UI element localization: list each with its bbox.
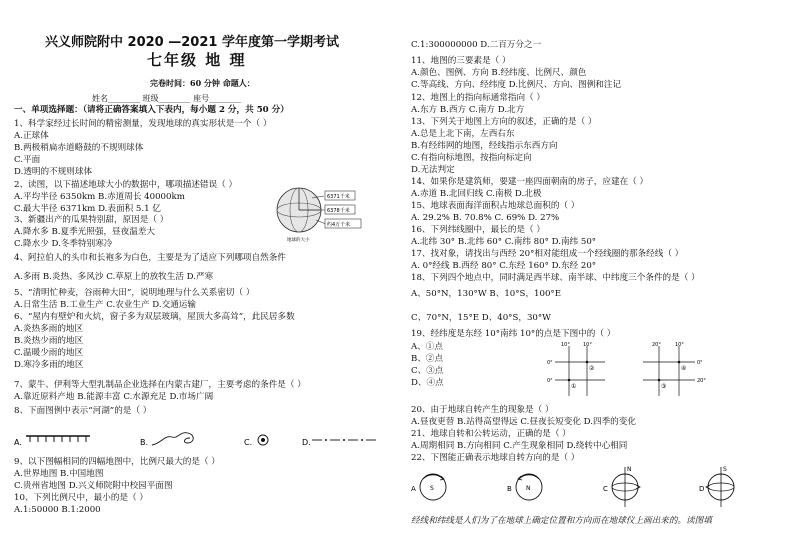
exam-meta: 完卷时间：60 分钟 命题人： [150,78,255,88]
right-line-18: 17、找对象，请找出与西经 20°相对能组成一个经线圈的那条经线（ ） [411,249,684,259]
left-line-13: A.多雨 B.炎热、多风沙 C.草原上的放牧生活 D.严寒 [14,272,214,282]
rotation-option-a [411,474,446,500]
grid-label-1: 10° [561,342,570,348]
right-line-11: D.无法判定 [411,165,455,175]
lat-lon-grid-figure [547,340,787,400]
pole-label-b: N [526,485,531,492]
right-line-6: A.东方 B.西方 C.南方 D.北方 [411,105,525,115]
left-line-17: A.炎热多雨的地区 [14,324,84,334]
earth-label-polar-radius: 6371千米 [327,194,350,200]
right-line-17: A.北纬 30° B.北纬 60° C.南纬 80° D.南纬 50° [411,237,597,247]
boundary-symbol [312,439,376,441]
right-line-27: D、④点 [411,378,444,388]
left-line-22: A.靠近原料产地 B.能源丰富 C.水源充足 D.市场广阔 [14,392,214,402]
left-line-19: C.温暖少雨的地区 [14,348,84,358]
grid-label-7: 0° [697,360,703,366]
legend-options [12,425,392,455]
left-line-27: 10、下列比例尺中，最小的是（ ） [14,493,148,503]
left-line-2: A.正球体 [14,131,49,141]
grid-label-4: 0° [547,378,553,384]
railway-symbol [26,436,90,442]
legend-option-a: A. [14,438,22,447]
earth-label-circumference: 约4万千米 [327,222,351,228]
right-line-20: 18、下列四个地点中，同时满足西半球、南半球、中纬度三个条件的是（ ） [411,273,700,283]
grid-label-8: 20° [697,378,706,384]
point-3: ③ [661,383,667,390]
legend-option-b: B. [140,438,149,447]
right-line-16: 16、下列纬线圈中，最长的是（ ） [411,225,545,235]
student-info-line: 姓名________ 班级________ 座号________ [92,94,242,103]
pole-label-a: S [430,485,434,492]
point-1: ① [571,383,577,390]
river-lake-symbol [152,433,193,445]
left-line-15: A.日常生活 B.工业生产 C.农业生产 D.交通运输 [14,300,196,310]
left-line-14: 5、“清明忙种麦，谷雨种大田”，说明地理与什么关系密切（ ） [14,288,255,298]
right-line-15: A. 29.2% B. 70.8% C. 69% D. 27% [411,213,560,223]
right-line-21: A、50°N，130°W B、10°S，100°E [411,289,562,299]
svg-text:A: A [411,485,416,493]
earth-size-figure [272,182,364,244]
legend-option-d: D. [302,438,311,447]
right-line-9: B.有经纬网的地图，经线指示东西方向 [411,141,558,151]
left-line-24: 9、以下图幅相同的四幅地图中，比例尺最大的是（ ） [14,457,220,467]
left-line-28: A.1:50000 B.1:2000 [14,505,101,515]
svg-text:B: B [507,485,512,493]
right-line-1: C.1:300000000 D.二百万分之一 [411,40,542,50]
left-line-10: A.降水多 B.夏季光照强，昼夜温差大 [14,227,156,237]
right-line-31: A.周期相同 B.方向相同 C.产生现象相同 D.绕转中心相同 [411,441,628,451]
right-line-13: A.赤道 B.北回归线 C.南极 D.北极 [411,189,542,199]
right-line-23: 19、经纬度是东经 10°南纬 10°的点是下图中的（ ） [411,329,616,339]
rotation-option-b [507,474,542,500]
earth-label-equator-radius: 6378千米 [327,208,350,214]
rotation-option-c [603,466,640,507]
left-line-20: D.寒冷多雨的地区 [14,360,84,370]
left-line-16: 6、“屋内有壁炉和火炕，窗子多为双层玻璃，屋顶大多高耸”，此民居多数 [14,312,295,322]
exam-title: 兴义师院附中 2020 —2021 学年度第一学期考试 [45,35,339,50]
pole-label-d: S [723,466,727,473]
city-symbol [258,435,268,445]
grid-label-2: 10° [583,342,592,348]
right-line-14: 15、地球表面海洋面积占地球总面积的（ ） [411,201,580,211]
right-line-10: C.有指向标地图，按指向标定向 [411,153,532,163]
svg-text:D: D [699,485,705,493]
right-line-30: 21、地球自转和公转运动，正确的是（ ） [411,429,571,439]
legend-option-c: C. [244,438,253,447]
left-line-3: B.两极稍扁赤道略鼓的不规则球体 [14,143,144,153]
right-line-29: A.昼夜更替 B.站得高望得远 C.昼夜长短变化 D.四季的变化 [411,417,636,427]
point-4: ④ [681,365,687,372]
right-line-8: A.总是上北下南，左西右东 [411,129,515,139]
left-line-26: C.贵州省地图 D.兴义师院附中校园平面图 [14,481,173,491]
right-line-33: 经线和纬线是人们为了在地球上确定位置和方向而在地球仪上画出来的。读图填 [411,516,712,526]
right-line-24: A、①点 [411,342,443,352]
left-line-12: 4、阿拉伯人的头巾和长袍多为白色，主要是为了适应下列哪项自然条件 [14,253,286,263]
right-line-26: C、③点 [411,366,444,376]
left-line-9: 3、新疆出产的瓜果特别甜，原因是（ ） [14,215,169,225]
grid-label-3: 0° [547,360,553,366]
right-line-12: 14、如果你是建筑师，要建一座四面朝南的房子，应建在（ ） [411,177,649,187]
right-line-5: 12、地图上的指向标通常指向（ ） [411,93,545,103]
left-line-6: 2、读图，以下描述地球大小的数据中，哪项描述错误（ ） [14,180,238,190]
earth-figure-caption: 地球的大小 [287,238,310,243]
right-line-4: C.等高线、方向、经纬度 D.比例尺、方向、图例和注记 [411,80,622,90]
svg-text:C: C [603,485,608,493]
left-line-4: C.平面 [14,155,41,165]
left-line-18: B.炎热少雨的地区 [14,336,84,346]
pole-label-c: N [627,466,632,473]
right-line-22: C、70°N，15°E D、40°S，30°W [411,313,552,323]
point-2: ② [589,365,595,372]
right-line-7: 13、下列关于地图上方向的叙述，正确的是（ ） [411,117,597,127]
right-line-32: 22、下图能正确表示地球自转方向的是（ ） [411,453,580,463]
exam-subtitle: 七年级 地 理 [147,51,247,69]
grid-right [643,342,706,396]
left-line-1: 1、科学家经过长时间的精密测量，发现地球的真实形状是一个（ ） [14,119,272,129]
left-line-21: 7、蒙牛、伊利等大型乳制品企业选择在内蒙古建厂，主要考虑的条件是（ ） [14,380,306,390]
right-line-28: 20、由于地球自转产生的现象是（ ） [411,405,554,415]
left-line-5: D.透明的不规则球体 [14,167,93,177]
left-line-7: A.平均半径 6350km B.赤道周长 40000km [14,192,185,202]
right-line-2: 11、地图的三要素是（ ） [411,56,511,66]
rotation-options [407,465,787,509]
rotation-option-d [699,466,734,507]
left-line-8: C.最大半径 6371km D.表面积 5.1 亿 [14,204,161,214]
right-line-3: A.颜色、图例、方向 B.经纬度、比例尺、颜色 [411,68,587,78]
grid-label-6: 10° [675,342,684,348]
section-heading: 一、单项选择题：（请将正确答案填入下表内，每小题 2 分，共 50 分） [14,105,289,115]
right-line-25: B、②点 [411,354,444,364]
right-line-19: A. 0°经线 B.西经 80° C.东经 160° D.东经 20° [411,261,597,271]
grid-left [547,342,605,396]
grid-label-5: 20° [652,342,661,348]
left-line-23: 8、下面图例中表示“河湖”的是（ ） [14,406,152,416]
left-line-11: C.降水少 D.冬季特别寒冷 [14,239,113,249]
left-line-25: A.世界地图 B.中国地图 [14,469,104,479]
